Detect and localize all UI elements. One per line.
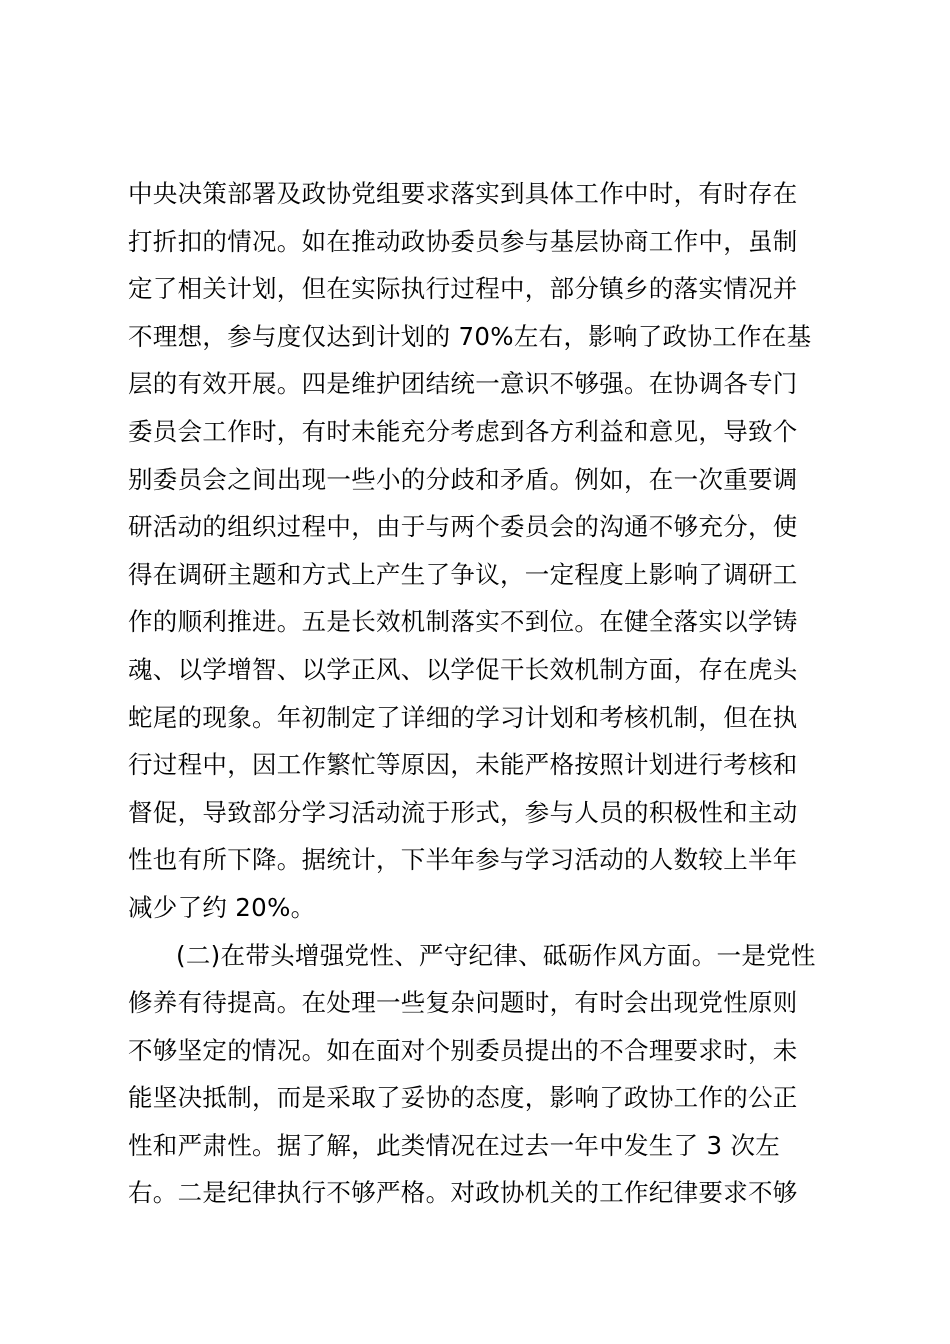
- text-line-19: 不够坚定的情况。如在面对个别委员提出的不合理要求时，未: [128, 1035, 798, 1065]
- text-line-3: 定了相关计划，但在实际执行过程中，部分镇乡的落实情况并: [128, 274, 798, 304]
- text-line-20: 能坚决抵制，而是采取了妥协的态度，影响了政协工作的公正: [128, 1083, 798, 1113]
- text-line-2: 打折扣的情况。如在推动政协委员参与基层协商工作中，虽制: [128, 226, 798, 256]
- text-line-18: 修养有待提高。在处理一些复杂问题时，有时会出现党性原则: [128, 988, 798, 1018]
- text-line-10: 作的顺利推进。五是长效机制落实不到位。在健全落实以学铸: [128, 607, 798, 637]
- text-line-4: 不理想，参与度仅达到计划的 70%左右，影响了政协工作在基: [128, 321, 812, 351]
- text-line-5: 层的有效开展。四是维护团结统一意识不够强。在协调各专门: [128, 369, 798, 399]
- text-line-1: 中央决策部署及政协党组要求落实到具体工作中时，有时存在: [128, 179, 798, 208]
- section-heading-line: (二)在带头增强党性、严守纪律、砥砺作风方面。一是党性: [176, 940, 816, 970]
- text-line-11: 魂、以学增智、以学正风、以学促干长效机制方面，存在虎头: [128, 654, 798, 684]
- text-line-6: 委员会工作时，有时未能充分考虑到各方利益和意见，导致个: [128, 416, 798, 446]
- text-line-16: 减少了约 20%。: [128, 892, 316, 922]
- text-line-9: 得在调研主题和方式上产生了争议，一定程度上影响了调研工: [128, 559, 798, 589]
- body-text: [128, 170, 828, 1217]
- text-line-7: 别委员会之间出现一些小的分歧和矛盾。例如，在一次重要调: [128, 464, 798, 494]
- text-line-12: 蛇尾的现象。年初制定了详细的学习计划和考核机制，但在执: [128, 702, 798, 732]
- text-line-8: 研活动的组织过程中，由于与两个委员会的沟通不够充分，使: [128, 512, 798, 542]
- text-line-22: 右。二是纪律执行不够严格。对政协机关的工作纪律要求不够: [128, 1178, 798, 1208]
- text-line-21: 性和严肃性。据了解，此类情况在过去一年中发生了 3 次左: [128, 1130, 781, 1160]
- text-line-15: 性也有所下降。据统计，下半年参与学习活动的人数较上半年: [128, 845, 798, 875]
- text-line-13: 行过程中，因工作繁忙等原因，未能严格按照计划进行考核和: [128, 750, 798, 780]
- text-line-14: 督促，导致部分学习活动流于形式，参与人员的积极性和主动: [128, 797, 798, 827]
